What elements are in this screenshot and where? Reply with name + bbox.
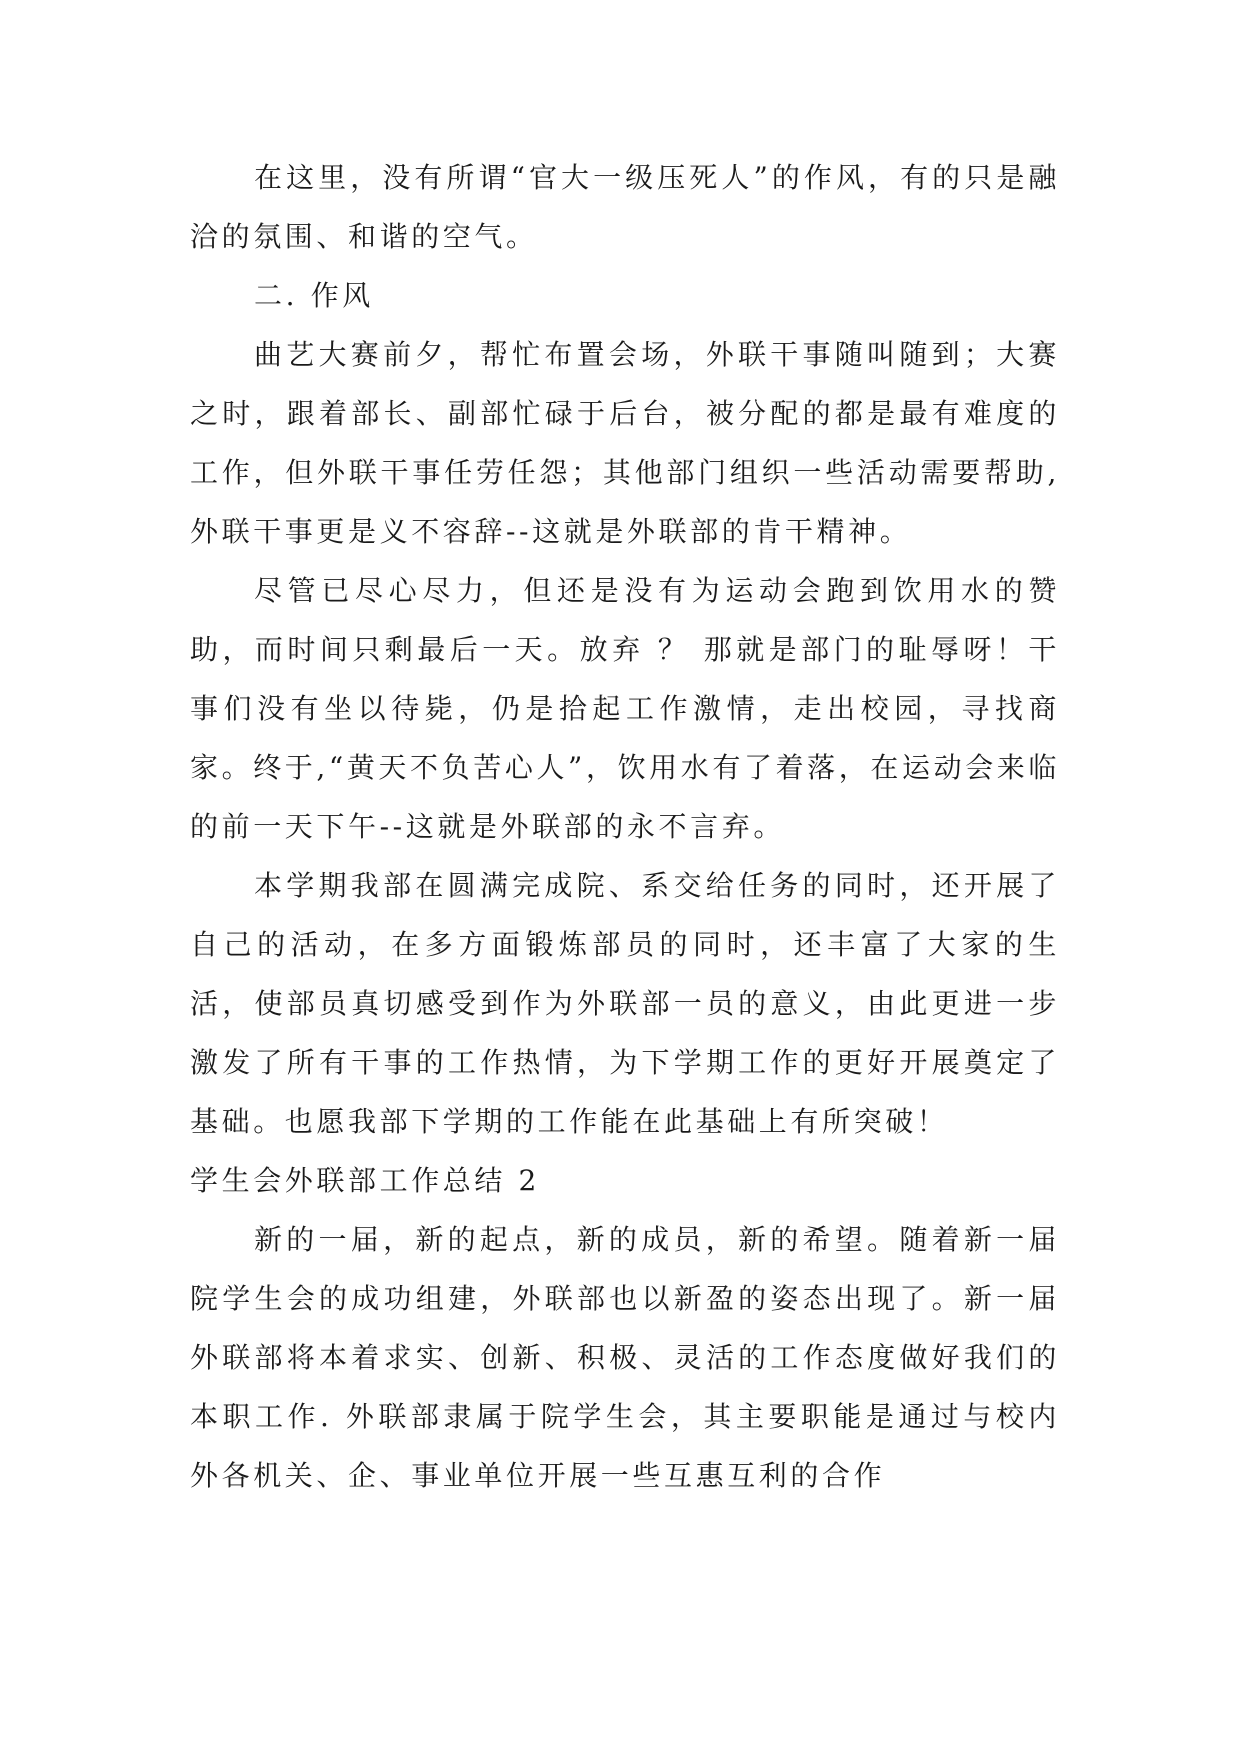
paragraph-sponsorship: 尽管已尽心尽力，但还是没有为运动会跑到饮用水的赞助，而时间只剩最后一天。放弃 ？ 那就是部门的耻辱呀！干事们没有坐以待毙，仍是拾起工作激情，走出校园，寻找商家。终于,“黄天不负苦心人”，饮用水有了着落，在运动会来临的前一天下午--这就是外联部的永不言弃。 [190, 574, 1060, 843]
paragraph-atmosphere: 在这里，没有所谓“官大一级压死人”的作风，有的只是融洽的氛围、和谐的空气。 [190, 161, 1060, 253]
paragraph-new-term: 新的一届，新的起点，新的成员，新的希望。随着新一届院学生会的成功组建，外联部也以新盈的姿态出现了。新一届外联部将本着求实、创新、积极、灵活的工作态度做好我们的本职工作. 外联部隶属于院学生会，其主要职能是通过与校内外各机关、企、事业单位开展一些互惠互利的合作 [190, 1223, 1060, 1492]
paragraph-semester-summary: 本学期我部在圆满完成院、系交给任务的同时，还开展了自己的活动，在多方面锻炼部员的同时，还丰富了大家的生活，使部员真切感受到作为外联部一员的意义，由此更进一步激发了所有干事的工作热情，为下学期工作的更好开展奠定了基础。也愿我部下学期的工作能在此基础上有所突破！ [190, 869, 1060, 1138]
paragraph-contest: 曲艺大赛前夕，帮忙布置会场，外联干事随叫随到；大赛之时，跟着部长、副部忙碌于后台，被分配的都是最有难度的工作，但外联干事任劳任怨；其他部门组织一些活动需要帮助,外联干事更是义不容辞--这就是外联部的肯干精神。 [190, 338, 1060, 548]
section-heading-style: 二. 作风 [254, 279, 374, 312]
article-title-2: 学生会外联部工作总结 2 [190, 1164, 540, 1197]
document-body [190, 148, 1060, 1505]
